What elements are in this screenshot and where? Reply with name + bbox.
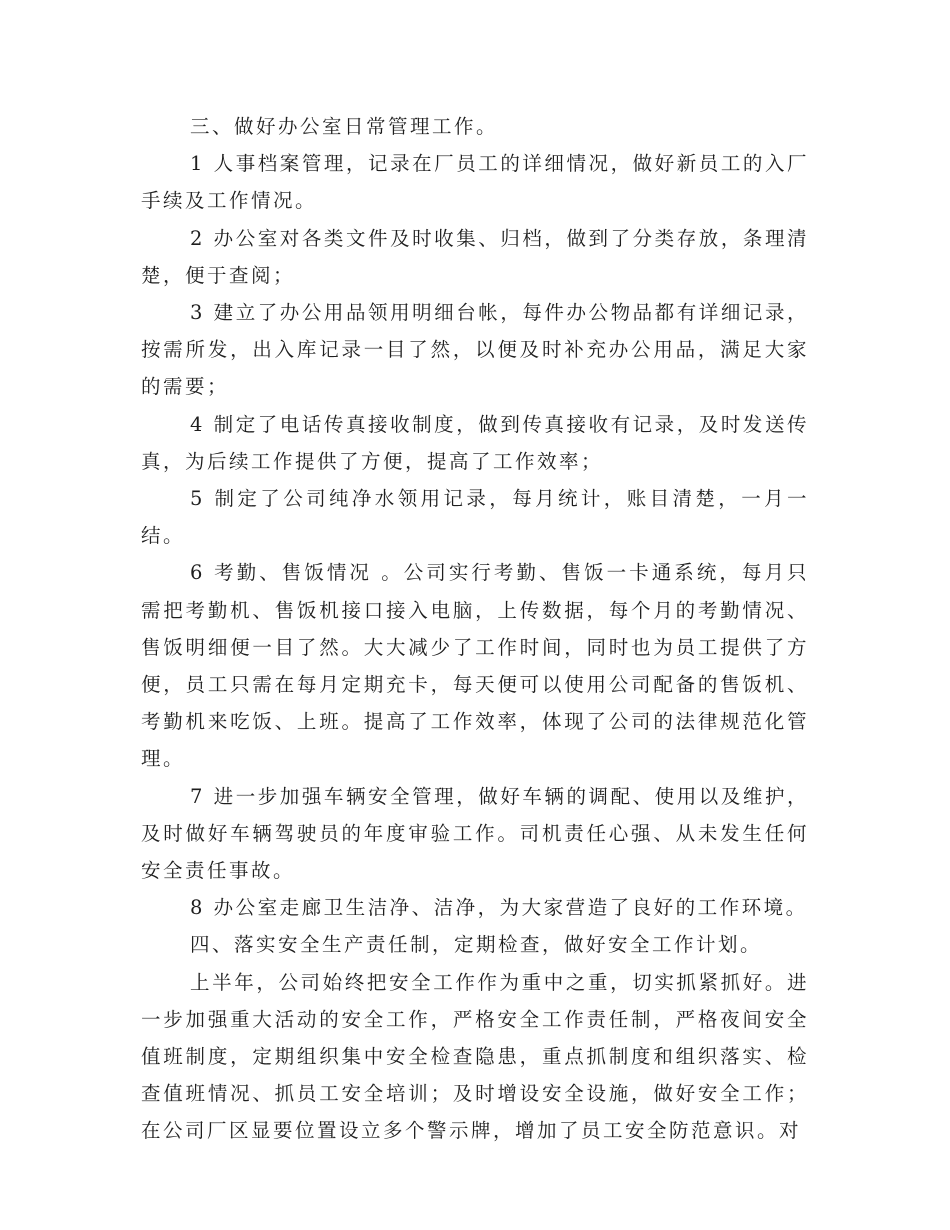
paragraph-item-4: 4 制定了电话传真接收制度，做到传真接收有记录，及时发送传真，为后续工作提供了方便，提高了工作效率； xyxy=(141,412,809,473)
paragraph-item-7: 7 进一步加强车辆安全管理，做好车辆的调配、使用以及维护，及时做好车辆驾驶员的年度审验工作。司机责任心强、从未发生任何安全责任事故。 xyxy=(141,784,809,883)
paragraph-item-8: 8 办公室走廊卫生洁净、洁净，为大家营造了良好的工作环境。 xyxy=(190,896,808,920)
paragraph-safety: 上半年，公司始终把安全工作作为重中之重，切实抓紧抓好。进一步加强重大活动的安全工作，严格安全工作责任制，严格夜间安全值班制度，定期组织集中安全检查隐患，重点抓制度和组织落实、检查值班情况、抓员工安全培训；及时增设安全设施，做好安全工作；在公司厂区显要位置设立多个警示牌，增加了员工安全防范意识。对 xyxy=(141,970,809,1143)
section-heading-4: 四、落实安全生产责任制，定期检查，做好安全工作计划。 xyxy=(190,933,763,957)
paragraph-item-6: 6 考勤、售饭情况 。公司实行考勤、售饭一卡通系统，每月只需把考勤机、售饭机接口接入电脑，上传数据，每个月的考勤情况、售饭明细便一目了然。大大减少了工作时间，同时也为员工提供了方便，员工只需在每月定期充卡，每天便可以使用公司配备的售饭机、考勤机来吃饭、上班。提高了工作效率，体现了公司的法律规范化管理。 xyxy=(141,561,809,771)
paragraph-item-1: 1 人事档案管理，记录在厂员工的详细情况，做好新员工的入厂手续及工作情况。 xyxy=(141,152,809,213)
paragraph-item-2: 2 办公室对各类文件及时收集、归档，做到了分类存放，条理清楚，便于查阅； xyxy=(141,226,809,287)
paragraph-item-3: 3 建立了办公用品领用明细台帐，每件办公物品都有详细记录，按需所发，出入库记录一目了然，以便及时补充办公用品，满足大家的需要； xyxy=(141,301,809,399)
paragraph-item-5: 5 制定了公司纯净水领用记录，每月统计，账目清楚，一月一结。 xyxy=(141,487,809,548)
document-body xyxy=(141,108,809,1150)
section-heading-3: 三、做好办公室日常管理工作。 xyxy=(190,115,499,138)
